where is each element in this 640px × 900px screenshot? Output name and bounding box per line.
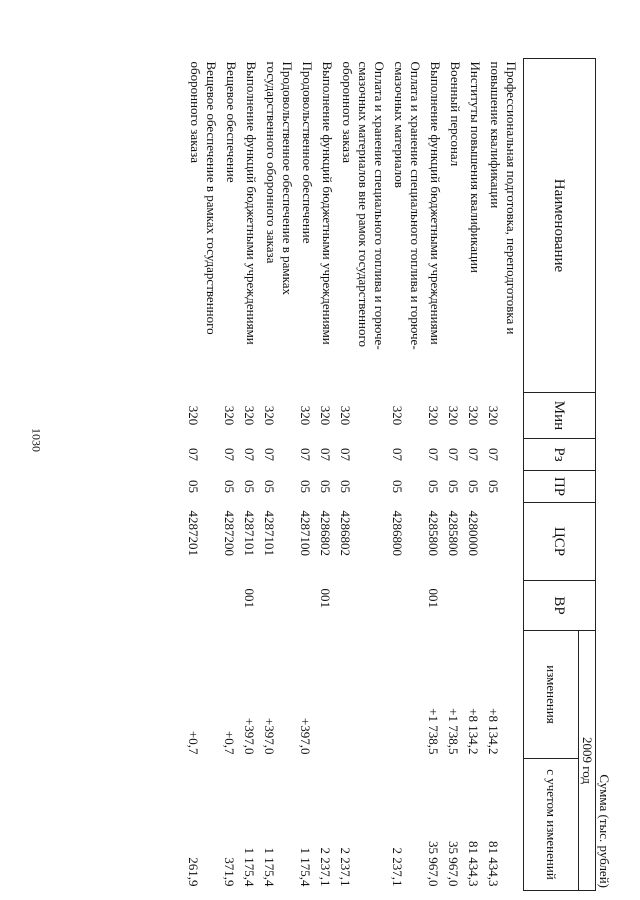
- header-csr: ЦСР: [524, 503, 596, 581]
- table-row: [185, 59, 221, 891]
- row-pr: 05: [390, 480, 405, 493]
- row-name: Военный персонал: [448, 61, 463, 167]
- row-total: 2 237,1: [390, 847, 405, 887]
- budget-table-page: [76, 58, 612, 890]
- row-pr: 05: [262, 480, 277, 493]
- row-vr: [185, 581, 221, 631]
- header-name: Наименование: [524, 59, 596, 393]
- budget-table: [185, 58, 596, 891]
- table-row: [337, 59, 389, 891]
- table-row: [425, 59, 445, 891]
- row-csr: 4286800: [390, 510, 405, 556]
- row-pr: 05: [446, 480, 461, 493]
- header-row-top: [579, 59, 596, 891]
- row-csr: 4286802: [318, 510, 333, 556]
- row-vr: [389, 581, 425, 631]
- row-vr: [221, 581, 241, 631]
- header-vr: ВР: [524, 581, 596, 631]
- row-change: +8 134,2: [466, 708, 481, 755]
- row-csr: 4286802: [338, 510, 353, 556]
- header-rz: Рз: [524, 439, 596, 471]
- row-name: Оплата и хранение специального топлива и горюче-смазочных материалов: [392, 61, 423, 350]
- row-vr: 001: [318, 588, 333, 608]
- row-pr: 05: [486, 480, 501, 493]
- row-rz: 07: [298, 448, 313, 461]
- row-total: 35 967,0: [426, 841, 441, 887]
- row-name: Оплата и хранение специального топлива и горюче-смазочных материалов вне рамок государственного оборонного заказа: [340, 61, 387, 350]
- unit-note: Сумма (тыс. рублей): [597, 774, 612, 888]
- row-name: Институты повышения квалификации: [468, 61, 483, 273]
- row-pr: 05: [186, 480, 201, 493]
- row-pr: 05: [242, 480, 257, 493]
- row-total: 35 967,0: [446, 841, 461, 887]
- row-rz: 07: [486, 448, 501, 461]
- row-total: 2 237,1: [318, 847, 333, 887]
- table-row: [241, 59, 261, 891]
- row-change: +397,0: [298, 717, 313, 755]
- table-row: [389, 59, 425, 891]
- row-rz: 07: [222, 448, 237, 461]
- row-csr: 4287101: [262, 510, 277, 556]
- row-min: 320: [390, 405, 405, 426]
- row-change: +0,7: [222, 730, 237, 755]
- page-number: 1030: [29, 428, 44, 452]
- row-name: Продовольственное обеспечение в рамках государственного оборонного заказа: [264, 61, 295, 296]
- row-csr: 4287201: [186, 510, 201, 556]
- row-pr: 05: [298, 480, 313, 493]
- table-row: [485, 59, 524, 891]
- row-vr: [337, 581, 389, 631]
- row-min: 320: [298, 405, 313, 426]
- row-change: +8 134,2: [486, 708, 501, 755]
- table-row: [221, 59, 241, 891]
- header-changes: изменения: [524, 631, 579, 759]
- row-min: 320: [318, 405, 333, 426]
- row-total: 81 434,3: [486, 841, 501, 887]
- table-row: [261, 59, 297, 891]
- row-rz: 07: [446, 448, 461, 461]
- row-rz: 07: [426, 448, 441, 461]
- row-change: +397,0: [262, 717, 277, 755]
- row-total: 1 175,4: [262, 847, 277, 887]
- table-row: [317, 59, 337, 891]
- row-min: 320: [262, 405, 277, 426]
- row-min: 320: [222, 405, 237, 426]
- row-vr: [465, 581, 485, 631]
- row-min: 320: [486, 405, 501, 426]
- row-rz: 07: [338, 448, 353, 461]
- row-csr: 4280000: [466, 510, 481, 556]
- row-pr: 05: [466, 480, 481, 493]
- row-vr: [297, 581, 317, 631]
- row-min: 320: [426, 405, 441, 426]
- table-row: [465, 59, 485, 891]
- row-total: 261,9: [186, 857, 201, 887]
- row-pr: 05: [222, 480, 237, 493]
- table-row: [445, 59, 465, 891]
- row-vr: [445, 581, 465, 631]
- row-name: Продовольственное обеспечение: [300, 61, 315, 244]
- row-total: 2 237,1: [338, 847, 353, 887]
- table-row: [297, 59, 317, 891]
- row-min: 320: [186, 405, 201, 426]
- row-change: +397,0: [242, 717, 257, 755]
- header-with-changes: с учетом изменений: [524, 759, 579, 891]
- row-rz: 07: [186, 448, 201, 461]
- header-pr: ПР: [524, 471, 596, 503]
- row-min: 320: [338, 405, 353, 426]
- row-change: [317, 631, 337, 759]
- row-change: +1 738,5: [446, 708, 461, 755]
- row-pr: 05: [338, 480, 353, 493]
- table-body: [185, 59, 524, 891]
- row-vr: 001: [242, 588, 257, 608]
- row-csr: 4287101: [242, 510, 257, 556]
- row-pr: 05: [426, 480, 441, 493]
- row-min: 320: [242, 405, 257, 426]
- row-name: Выполнение функций бюджетными учреждениями: [320, 61, 335, 345]
- row-name: Профессиональная подготовка, переподготовка и повышение квалификации: [488, 61, 519, 335]
- row-vr: [485, 581, 524, 631]
- row-total: 81 434,3: [466, 841, 481, 887]
- row-total: 371,9: [222, 857, 237, 887]
- row-min: 320: [466, 405, 481, 426]
- row-name: Выполнение функций бюджетными учреждениями: [244, 61, 259, 345]
- row-change: +0,7: [186, 730, 201, 755]
- row-rz: 07: [262, 448, 277, 461]
- row-change: [389, 631, 425, 759]
- row-csr: 4287200: [222, 510, 237, 556]
- row-rz: 07: [466, 448, 481, 461]
- row-total: 1 175,4: [298, 847, 313, 887]
- row-name: Выполнение функций бюджетными учреждениями: [428, 61, 443, 345]
- row-rz: 07: [318, 448, 333, 461]
- row-pr: 05: [318, 480, 333, 493]
- row-csr: 4285800: [426, 510, 441, 556]
- row-min: 320: [446, 405, 461, 426]
- row-vr: 001: [426, 588, 441, 608]
- row-change: [337, 631, 389, 759]
- row-csr: [485, 503, 524, 581]
- row-change: +1 738,5: [426, 708, 441, 755]
- header-min: Мин: [524, 393, 596, 439]
- row-vr: [261, 581, 297, 631]
- row-rz: 07: [242, 448, 257, 461]
- row-csr: 4285800: [446, 510, 461, 556]
- row-name: Вещевое обеспечение: [224, 61, 239, 183]
- row-name: Вещевое обеспечение в рамках государственного оборонного заказа: [188, 61, 219, 335]
- header-year: 2009 год: [579, 631, 596, 891]
- row-rz: 07: [390, 448, 405, 461]
- row-csr: 4287100: [298, 510, 313, 556]
- row-total: 1 175,4: [242, 847, 257, 887]
